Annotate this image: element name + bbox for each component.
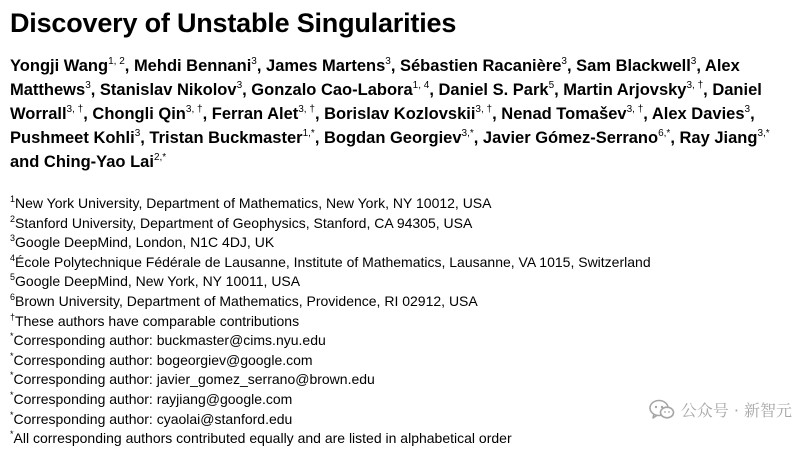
author-affiliation-mark: 3 — [236, 80, 243, 91]
author-affiliation-mark: 3, † — [298, 104, 315, 115]
affiliation-text: All corresponding authors contributed equally and are listed in alphabetical order — [13, 430, 512, 447]
author-affiliation-mark: 2,* — [153, 152, 167, 163]
author-affiliation-mark: 1, 4 — [412, 80, 430, 91]
affiliation-mark: * — [10, 409, 14, 420]
author-separator: , — [696, 57, 705, 75]
author — [44, 153, 166, 171]
author-separator: , — [256, 57, 267, 75]
wechat-icon — [649, 399, 675, 421]
author-name: Borislav Kozlovskii — [324, 105, 476, 123]
author — [652, 105, 750, 123]
watermark — [649, 398, 792, 421]
author-separator: and — [10, 153, 44, 171]
author-affiliation-mark: 1, 2 — [108, 56, 125, 67]
author-separator: , — [492, 105, 502, 123]
author-separator: , — [429, 81, 439, 99]
affiliation-text: Corresponding author: javier_gomez_serrano@brown.edu — [13, 371, 375, 388]
author-name: Ching-Yao Lai — [43, 153, 154, 171]
affiliation-mark: 2 — [10, 213, 16, 224]
author-separator: , — [140, 129, 150, 147]
affiliation-mark: * — [10, 331, 14, 342]
affiliation-line — [10, 253, 790, 273]
author-name: Nenad Tomašev — [501, 105, 627, 123]
author-name: Tristan Buckmaster — [149, 129, 303, 147]
author-separator: , — [703, 81, 713, 99]
author-separator: , — [473, 129, 483, 147]
author-name: Daniel Worrall — [10, 81, 762, 123]
author-separator: , — [554, 81, 564, 99]
author — [501, 105, 643, 123]
author-separator: , — [390, 57, 400, 75]
affiliation-text: Brown University, Department of Mathematics, Providence, RI 02912, USA — [15, 292, 478, 309]
affiliation-mark: * — [10, 429, 14, 440]
author-name: Gonzalo Cao-Labora — [251, 81, 413, 99]
author-separator: , — [242, 81, 252, 99]
author-affiliation-mark: 3 — [744, 104, 751, 115]
author-name: Chongli Qin — [92, 105, 186, 123]
author-name: Sam Blackwell — [576, 57, 691, 75]
affiliation-text: These authors have comparable contributions — [15, 312, 300, 329]
author-affiliation-mark: 3, † — [626, 104, 644, 115]
affiliation-line — [10, 233, 790, 253]
affiliation-line — [10, 370, 790, 390]
author-separator: , — [670, 129, 680, 147]
author-name: Alex Matthews — [10, 57, 740, 99]
affiliation-line — [10, 194, 790, 214]
author — [149, 129, 314, 147]
author-name: Javier Gómez-Serrano — [482, 129, 659, 147]
author-separator: , — [124, 57, 134, 75]
author-separator: , — [750, 105, 755, 123]
affiliation-line — [10, 272, 790, 292]
affiliation-text: Corresponding author: bogeorgiev@google.com — [13, 351, 313, 368]
author-separator: , — [83, 105, 93, 123]
affiliation-mark: * — [10, 370, 14, 381]
author-affiliation-mark: 3, † — [185, 104, 203, 115]
affiliation-text: Stanford University, Department of Geophysics, Stanford, CA 94305, USA — [15, 214, 473, 231]
watermark-text: 公众号 · 新智元 — [680, 401, 792, 420]
author — [10, 57, 125, 75]
author-affiliation-mark: 3, † — [66, 104, 84, 115]
author-name: Pushmeet Kohli — [10, 129, 135, 147]
affiliation-line — [10, 214, 790, 234]
author-name: Alex Davies — [651, 105, 745, 123]
author-separator: , — [566, 57, 577, 75]
affiliation-text: Google DeepMind, London, N1C 4DJ, UK — [15, 234, 275, 251]
author — [324, 105, 492, 123]
author-affiliation-mark: 3, † — [475, 104, 493, 115]
author-separator: , — [202, 105, 212, 123]
author-affiliation-mark: 3,* — [757, 128, 770, 139]
author — [92, 105, 202, 123]
author-affiliation-mark: 3 — [134, 128, 141, 139]
affiliation-mark: 3 — [10, 233, 16, 244]
author — [483, 129, 670, 147]
author-name: James Martens — [266, 57, 386, 75]
author-affiliation-mark: 3 — [85, 80, 91, 91]
author-name: Mehdi Bennani — [133, 57, 252, 75]
affiliation-line — [10, 312, 790, 332]
author-affiliation-mark: 3,* — [461, 128, 474, 139]
author — [563, 81, 703, 99]
author-name: Stanislav Nikolov — [99, 81, 237, 99]
author-name: Daniel S. Park — [438, 81, 549, 99]
author-separator: , — [643, 105, 652, 123]
author-name: Bogdan Georgiev — [323, 129, 462, 147]
author — [266, 57, 391, 75]
author-name: Ferran Alet — [211, 105, 299, 123]
affiliation-text: Corresponding author: cyaolai@stanford.edu — [13, 410, 293, 427]
affiliation-text: New York University, Department of Mathematics, New York, NY 10012, USA — [15, 195, 492, 211]
affiliation-line — [10, 331, 790, 351]
author-affiliation-mark: 3, † — [686, 80, 704, 91]
author-name: Sébastien Racanière — [399, 57, 562, 75]
affiliation-text: Google DeepMind, New York, NY 10011, USA — [15, 273, 301, 290]
affiliation-mark: * — [10, 350, 14, 361]
author-affiliation-mark: 3 — [251, 56, 257, 67]
author-list — [10, 54, 794, 174]
author-affiliation-mark: 6,* — [658, 128, 671, 139]
author — [576, 57, 696, 75]
author-affiliation-mark: 5 — [548, 80, 555, 91]
affiliation-line — [10, 351, 790, 371]
affiliation-text: École Polytechnique Fédérale de Lausanne, Institute of Mathematics, Lausanne, VA 1015, Switzerland — [15, 253, 651, 270]
author-affiliation-mark: 3 — [561, 56, 567, 67]
paper-title: Discovery of Unstable Singularities — [10, 8, 457, 38]
author — [134, 57, 257, 75]
affiliation-mark: 6 — [10, 291, 16, 302]
author-affiliation-mark: 1,* — [302, 128, 315, 139]
affiliation-mark: * — [10, 389, 14, 400]
author — [251, 81, 429, 99]
author — [400, 57, 567, 75]
affiliation-line — [10, 292, 790, 312]
author — [680, 129, 770, 147]
author-affiliation-mark: 3 — [385, 56, 391, 67]
author — [100, 81, 242, 99]
affiliation-text: Corresponding author: rayjiang@google.com — [13, 390, 293, 407]
affiliation-mark: 4 — [10, 252, 16, 263]
affiliation-mark: 5 — [10, 272, 16, 283]
author — [212, 105, 315, 123]
author-separator: , — [314, 105, 325, 123]
author — [439, 81, 555, 99]
affiliation-text: Corresponding author: buckmaster@cims.nyu.edu — [13, 332, 326, 349]
affiliation-line — [10, 429, 790, 449]
author-separator: , — [90, 81, 100, 99]
author-separator: , — [314, 129, 324, 147]
author-name: Ray Jiang — [679, 129, 758, 147]
author — [324, 129, 474, 147]
affiliation-mark: 1 — [10, 194, 16, 204]
author-affiliation-mark: 3 — [690, 56, 697, 67]
author — [10, 129, 140, 147]
author-name: Martin Arjovsky — [563, 81, 687, 99]
author-name: Yongji Wang — [10, 57, 109, 75]
affiliation-mark: † — [10, 311, 16, 322]
